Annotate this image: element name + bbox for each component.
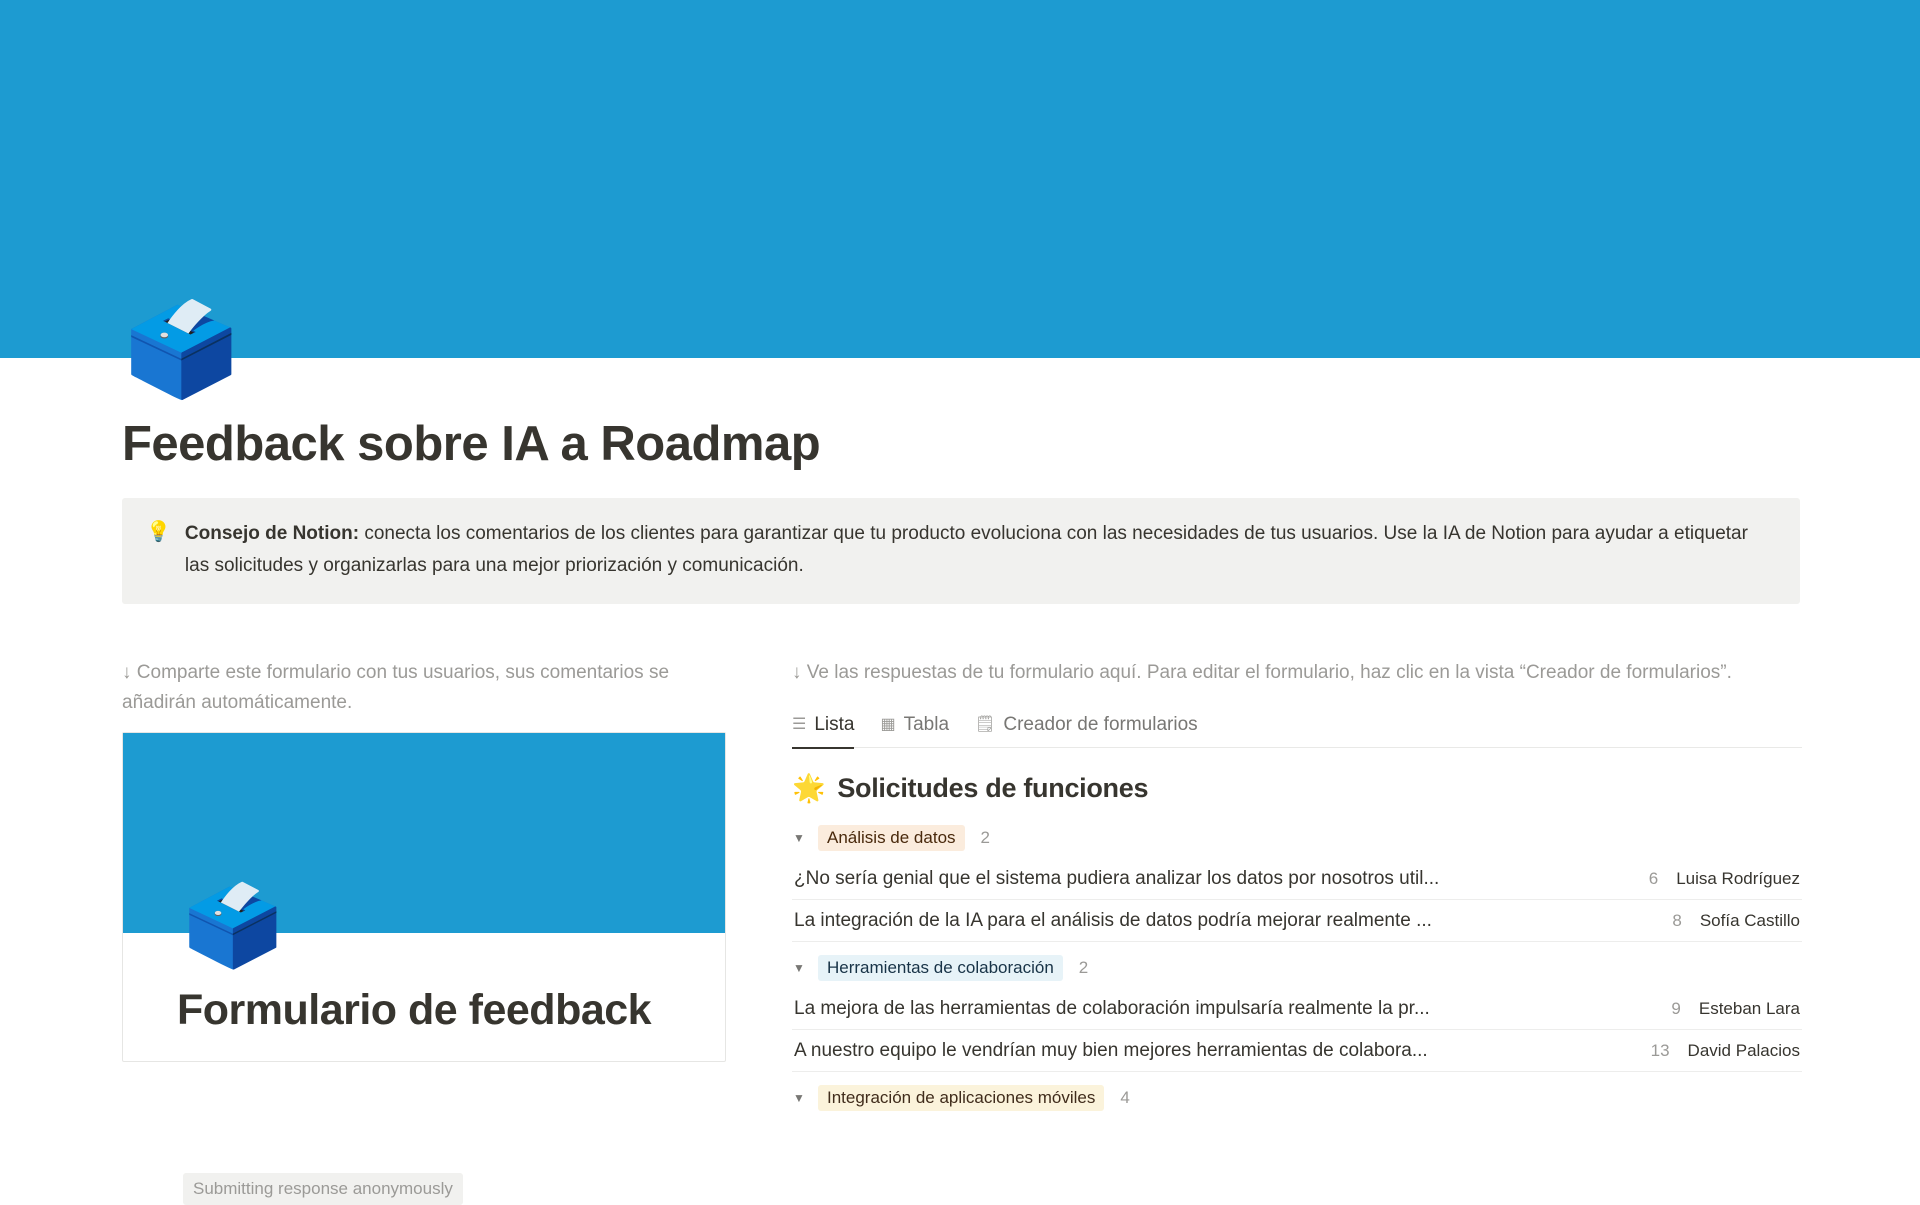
group-header[interactable]: [792, 818, 1802, 858]
page-title: Feedback sobre IA a Roadmap: [122, 417, 821, 471]
row-meta: [1672, 911, 1800, 931]
responses-hint: ↓ Ve las respuestas de tu formulario aquí. Para editar el formulario, haz clic en la vista “Creador de formularios”.: [792, 662, 1732, 683]
tab-lista[interactable]: [792, 702, 854, 748]
row-number: 8: [1672, 910, 1682, 930]
tab-creador-de-formularios[interactable]: [975, 702, 1198, 748]
tab-tabla[interactable]: [880, 702, 949, 748]
tab-lista-label: Lista: [814, 713, 855, 735]
form-preview-card[interactable]: [122, 732, 726, 1198]
database-title-label: Solicitudes de funciones: [837, 772, 1149, 803]
row-number: 6: [1648, 868, 1659, 888]
row-number: 9: [1671, 998, 1681, 1018]
table-icon: ▦: [880, 715, 896, 733]
callout-lead: Consejo de Notion:: [184, 523, 360, 544]
row-meta: [1651, 1041, 1800, 1061]
form-anonymous-note: Submitting response anonymously: [183, 1173, 463, 1205]
row-person: Luisa Rodríguez: [1676, 868, 1800, 888]
left-column: [122, 658, 726, 1198]
callout: [122, 498, 1800, 604]
group-tag: Integración de aplicaciones móviles: [818, 1085, 1104, 1111]
row-number: 13: [1650, 1040, 1670, 1060]
list-icon: ☰: [792, 715, 807, 733]
group-analisis-de-datos: [792, 818, 1802, 942]
row-meta: [1671, 999, 1800, 1019]
group-integracion-de-aplicaciones-moviles: [792, 1078, 1802, 1118]
page-cover: [0, 0, 1920, 358]
right-column: [792, 658, 1802, 1118]
share-form-hint: ↓ Comparte este formulario con tus usuarios, sus comentarios se añadirán automáticamente.: [122, 662, 670, 713]
callout-body: conecta los comentarios de los clientes para garantizar que tu producto evoluciona con las necesidades de tus usuarios. Use la IA de Notion para ayudar a etiquetar las solicitudes y organizarlas para una mejor priorización y comunicación.: [184, 523, 1748, 576]
row-person: David Palacios: [1687, 1040, 1800, 1060]
row-person: Sofía Castillo: [1699, 910, 1800, 930]
row-person: Esteban Lara: [1698, 998, 1800, 1018]
group-herramientas-de-colaboracion: [792, 948, 1802, 1072]
view-tabs: [792, 702, 1802, 748]
tab-creador-label: Creador de formularios: [1003, 713, 1198, 735]
table-row[interactable]: [792, 900, 1802, 942]
row-title: A nuestro equipo le vendrían muy bien mejores herramientas de colabora...: [794, 1039, 1428, 1061]
table-row[interactable]: [792, 1030, 1802, 1072]
chevron-down-icon[interactable]: ▼: [793, 831, 805, 845]
callout-text: [185, 518, 1776, 582]
lightbulb-icon: 💡: [146, 521, 171, 543]
row-title: ¿No sería genial que el sistema pudiera analizar los datos por nosotros util...: [794, 867, 1440, 889]
group-header[interactable]: [792, 1078, 1802, 1118]
page-icon[interactable]: 🗳️: [124, 299, 239, 401]
row-title: La integración de la IA para el análisis de datos podría mejorar realmente ...: [794, 909, 1432, 931]
database-title: [792, 772, 1802, 804]
tab-tabla-label: Tabla: [903, 713, 950, 735]
columns: [122, 658, 1802, 1198]
chevron-down-icon[interactable]: ▼: [793, 1091, 805, 1105]
group-header[interactable]: [792, 948, 1802, 988]
star-icon: 🌟: [792, 773, 826, 803]
group-count: 4: [1120, 1088, 1130, 1107]
form-title: Formulario de feedback: [177, 986, 652, 1034]
chevron-down-icon[interactable]: ▼: [793, 961, 805, 975]
group-count: 2: [1078, 958, 1089, 977]
table-row[interactable]: [792, 858, 1802, 900]
row-meta: [1649, 869, 1800, 889]
table-row[interactable]: [792, 988, 1802, 1030]
group-tag: Análisis de datos: [818, 825, 965, 851]
form-icon: 🗳️: [183, 881, 283, 970]
row-title: La mejora de las herramientas de colaboración impulsaría realmente la pr...: [794, 997, 1430, 1019]
group-count: 2: [980, 828, 990, 847]
group-tag: Herramientas de colaboración: [818, 955, 1063, 981]
form-builder-icon: 🗒: [975, 715, 996, 733]
